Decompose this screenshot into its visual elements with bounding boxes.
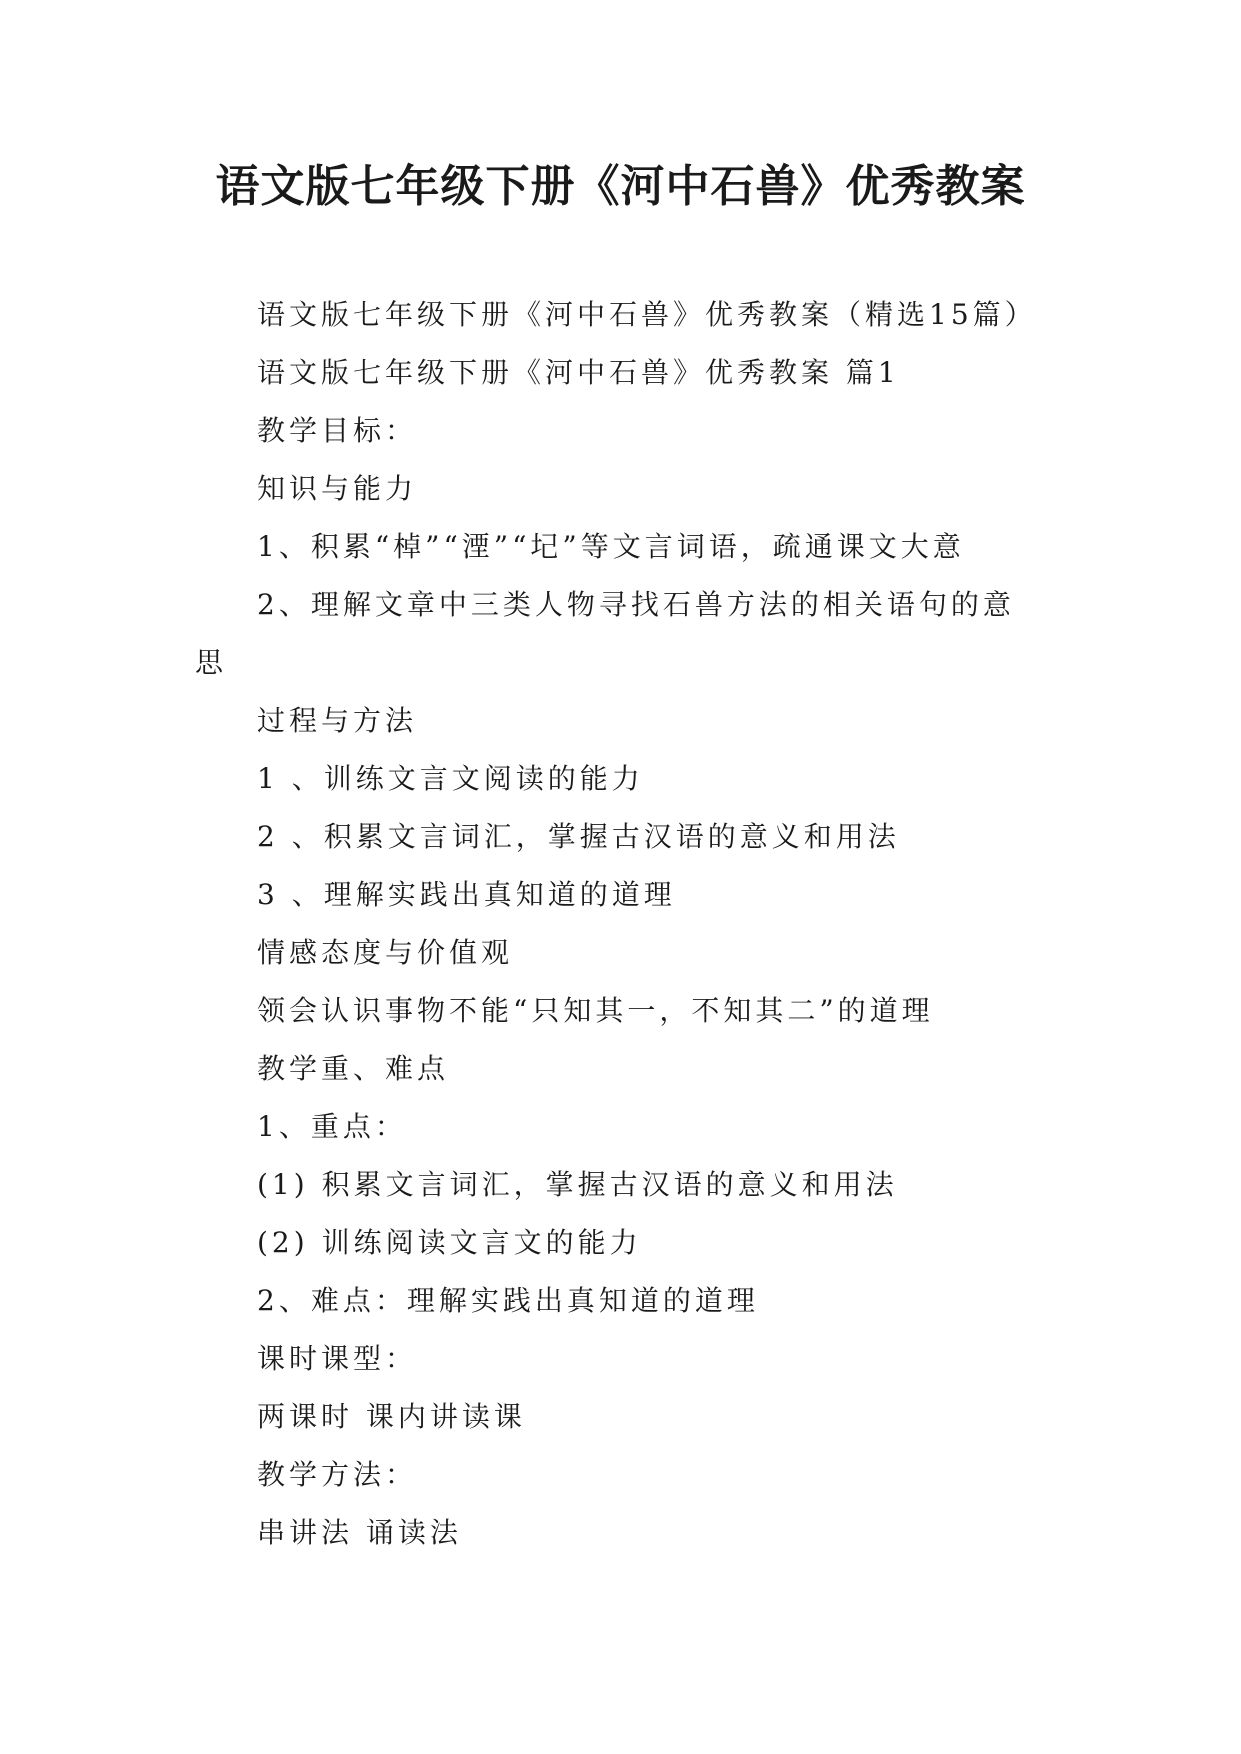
document-title: 语文版七年级下册《河中石兽》优秀教案 — [215, 161, 1026, 212]
paragraph-line: (2) 训练阅读文言文的能力 — [257, 1226, 642, 1259]
document-body — [195, 286, 1075, 1562]
paragraph-line: 1、积累“棹”“湮”“圮”等文言词语，疏通课文大意 — [257, 530, 965, 563]
paragraph-line-continuation: 思 — [195, 646, 228, 679]
paragraph-line: 3 、理解实践出真知道的道理 — [257, 878, 676, 911]
paragraph-line: 教学方法： — [257, 1458, 418, 1491]
paragraph-line: 2、难点：理解实践出真知道的道理 — [257, 1284, 759, 1317]
paragraph-line: (1) 积累文言词汇，掌握古汉语的意义和用法 — [257, 1168, 898, 1201]
paragraph-line: 语文版七年级下册《河中石兽》优秀教案 篇1 — [257, 356, 900, 389]
paragraph-line: 两课时 课内讲读课 — [257, 1400, 526, 1433]
paragraph-line: 2 、积累文言词汇，掌握古汉语的意义和用法 — [257, 820, 900, 853]
paragraph-line: 知识与能力 — [257, 472, 418, 505]
paragraph-line: 过程与方法 — [257, 704, 418, 737]
paragraph-line: 教学重、难点 — [257, 1052, 450, 1085]
paragraph-line: 情感态度与价值观 — [257, 936, 514, 969]
paragraph-line: 课时课型： — [257, 1342, 418, 1375]
paragraph-line: 教学目标： — [257, 414, 418, 447]
paragraph-line: 串讲法 诵读法 — [257, 1516, 462, 1549]
paragraph-line: 1、重点： — [257, 1110, 407, 1143]
paragraph-line: 2、理解文章中三类人物寻找石兽方法的相关语句的意 — [257, 588, 1015, 621]
paragraph-line: 领会认识事物不能“只知其一，不知其二”的道理 — [257, 994, 934, 1027]
paragraph-line: 1 、训练文言文阅读的能力 — [257, 762, 644, 795]
paragraph-line: 语文版七年级下册《河中石兽》优秀教案（精选15篇） — [257, 298, 1037, 331]
